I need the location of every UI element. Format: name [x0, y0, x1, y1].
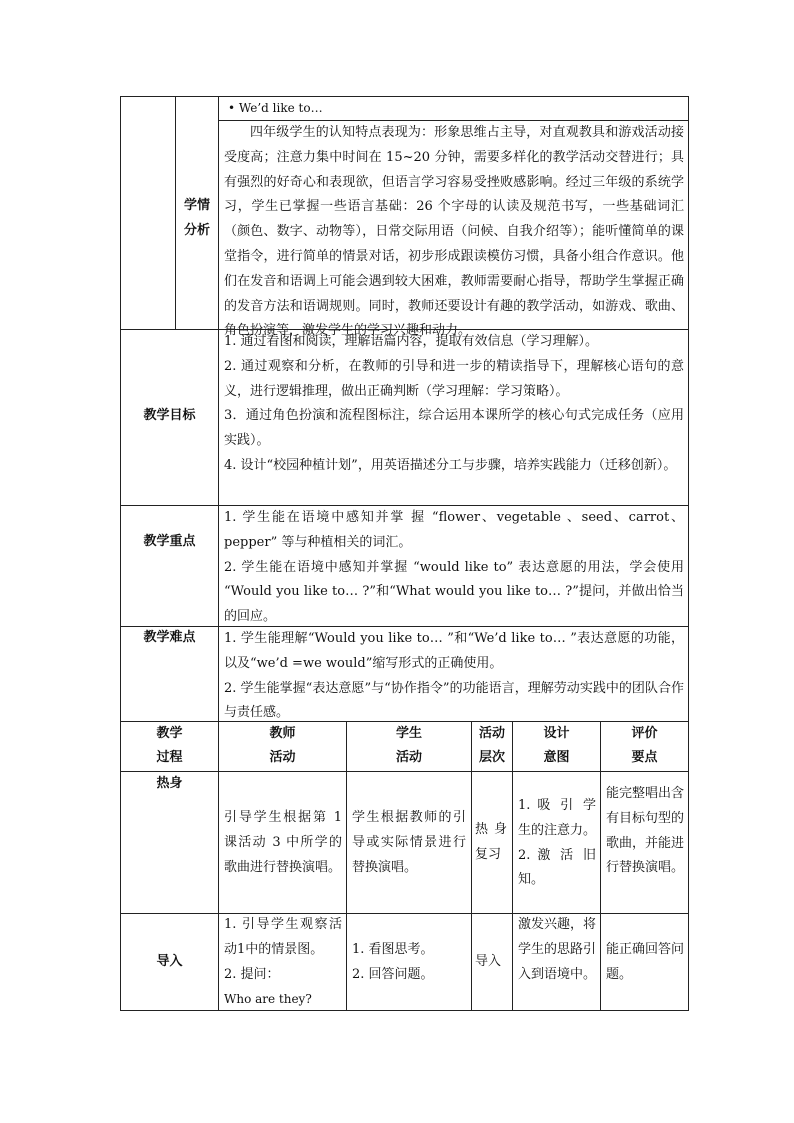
leadin-level: 导入	[475, 954, 502, 969]
header-text: 学生	[395, 726, 422, 741]
header-text: 教师	[269, 726, 296, 741]
header-student	[346, 722, 472, 770]
leadin-design: 激发兴趣，将学生的思路引入到语境中。	[518, 917, 597, 982]
student-step: 2. 回答问题。	[352, 966, 434, 982]
analysis-label	[175, 193, 219, 243]
leadin-teacher-activity	[224, 913, 342, 1012]
teacher-step: 1. 引导学生观察活动1中的情景图。	[224, 917, 342, 957]
warmup-teacher-activity: 引导学生根据第 1 课活动 3 中所学的歌曲进行替换演唱。	[224, 810, 342, 875]
objective-item: 1. 通过看图和阅读，理解语篇内容，提取有效信息（学习理解）。	[224, 334, 599, 349]
leadin-stage: 导入	[156, 954, 183, 969]
top-left-cell	[120, 96, 176, 330]
key-point-item: 2. 学生能在语境中感知并掌握 “would like to” 表达意愿的用法，学会使用 “Would you like to… ?”和“What would you like to… ?”提问，并做出恰当的回应。	[224, 559, 684, 625]
objectives-label: 教学目标	[143, 408, 196, 423]
analysis-label-line1: 学情	[183, 198, 210, 213]
header-text: 意图	[543, 750, 570, 765]
objective-item: 3．通过角色扮演和流程图标注，综合运用本课所学的核心句式完成任务（应用实践）。	[224, 408, 684, 449]
header-evaluation	[600, 722, 689, 770]
warmup-stage: 热身	[156, 776, 183, 791]
design-item: 2. 激 活 旧 知。	[518, 847, 596, 888]
header-text: 过程	[156, 750, 183, 765]
design-item: 1. 吸 引 学 生的注意力。	[518, 798, 597, 838]
header-teacher	[218, 722, 347, 770]
key-point-item: 1. 学生能在语境中感知并掌 握 “flower、vegetable 、seed、carrot、pepper” 等与种植相关的词汇。	[224, 510, 684, 550]
difficulties-label: 教学难点	[143, 630, 196, 645]
difficulty-item: 1. 学生能理解“Would you like to… ”和“We’d like to… ”表达意愿的功能，以及“we’d =we would”缩写形式的正确使用。	[224, 631, 684, 671]
header-text: 层次	[478, 750, 505, 765]
header-text: 活动	[269, 750, 296, 765]
header-text: 活动	[395, 750, 422, 765]
leadin-student-activity	[352, 938, 466, 988]
header-stage	[120, 722, 219, 770]
warmup-evaluation: 能完整唱出含有目标句型的歌曲，并能进行替换演唱。	[606, 786, 685, 876]
warmup-design	[518, 794, 596, 893]
difficulties-list	[224, 627, 684, 726]
header-text: 教学	[156, 726, 183, 741]
warmup-student-activity: 学生根据教师的引导或实际情景进行替换演唱。	[352, 810, 466, 875]
warmup-level: 热身复习	[475, 822, 507, 862]
header-text: 评价	[631, 726, 658, 741]
leadin-evaluation: 能正确回答问题。	[606, 942, 685, 982]
objective-item: 2. 通过观察和分析，在教师的引导和进一步的精读指导下，理解核心语句的意义，进行逻辑推理，做出正确判断（学习理解：学习策略）。	[224, 358, 684, 399]
key-points-label-cell	[120, 505, 219, 627]
analysis-label-line2: 分析	[183, 223, 210, 238]
analysis-text: 四年级学生的认知特点表现为：形象思维占主导，对直观教具和游戏活动接受度高；注意力集中时间在 15~20 分钟，需要多样化的教学活动交替进行；具有强烈的好奇心和表现欲，但语言学习容易受挫败感影响。经过三年级的系统学习，学生已掌握一些语言基础：26 个字母的认读及规范书写，一些基础词汇（颜色、数字、动物等），日常交际用语（问候、自我介绍等）；能听懂简单的课堂指令，进行简单的情景对话，初步形成跟读模仿习惯，具备小组合作意识。他们在发音和语调上可能会遇到较大困难，教师需要耐心指导，帮助学生掌握正确的发音方法和语调规则。同时，教师还要设计有趣的教学活动，如游戏、歌曲、角色扮演等，激发学生的学习兴趣和动力。	[224, 125, 684, 339]
bullet-line: • We’d like to…	[228, 101, 323, 115]
student-step: 1. 看图思考。	[352, 942, 434, 957]
header-text: 设计	[543, 726, 570, 741]
objectives-list	[224, 330, 684, 479]
teacher-step: Who are they?	[224, 992, 312, 1007]
header-text: 要点	[631, 750, 658, 765]
key-points-label: 教学重点	[143, 534, 196, 549]
header-design	[512, 722, 601, 770]
key-points-list	[224, 506, 684, 630]
objective-item: 4. 设计“校园种植计划”，用英语描述分工与步骤，培养实践能力（迁移创新）。	[224, 457, 677, 473]
teacher-step: 2. 提问：	[224, 966, 280, 982]
difficulty-item: 2. 学生能掌握“表达意愿”与“协作指令”的功能语言，理解劳动实践中的团队合作与责任感。	[224, 680, 684, 721]
header-text: 活动	[478, 726, 505, 741]
header-level	[471, 722, 513, 770]
